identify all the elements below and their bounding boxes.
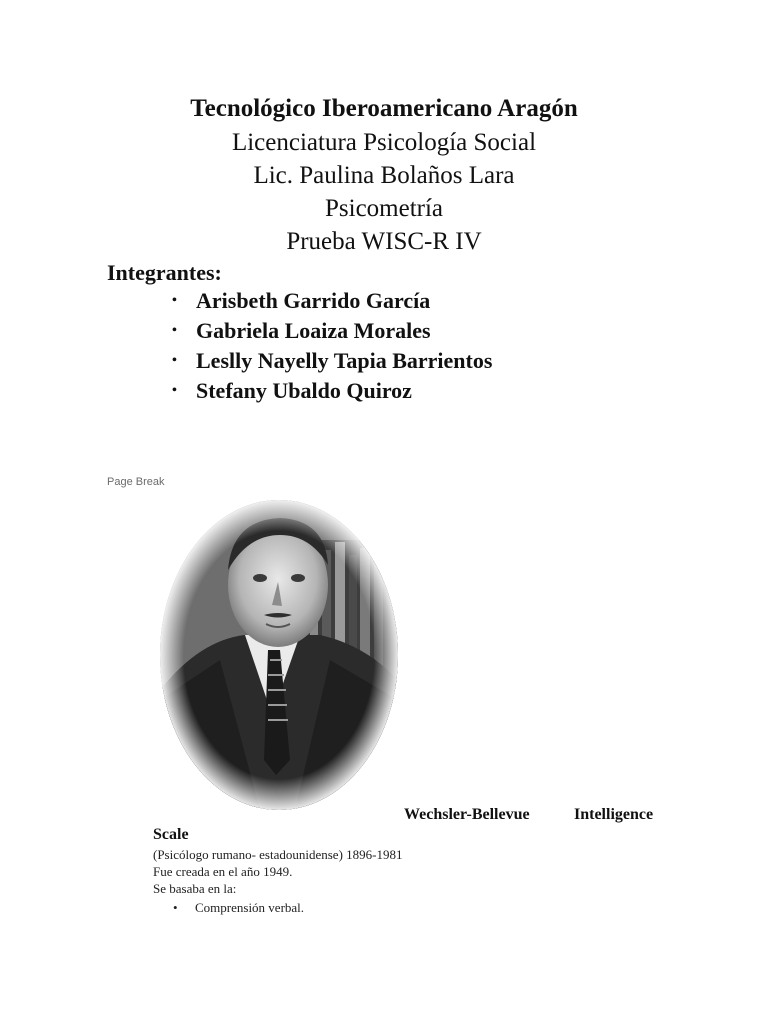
list-item (172, 316, 492, 346)
topic-name: Prueba WISC-R IV (286, 228, 482, 255)
members-label: Integrantes: (107, 260, 222, 285)
portrait-photo (160, 500, 398, 810)
member-name: Stefany Ubaldo Quiroz (196, 378, 412, 403)
basis-line: Se basaba en la: (153, 881, 237, 896)
member-name: Arisbeth Garrido García (196, 288, 431, 313)
bullet-icon: • (172, 353, 177, 368)
scale-word-scale: Scale (153, 826, 189, 843)
creation-line: Fue creada en el año 1949. (153, 864, 293, 879)
bullet-icon: • (173, 900, 178, 915)
page-break-marker: Page Break (107, 476, 165, 488)
program-name: Licenciatura Psicología Social (231, 129, 537, 156)
bullet-icon: • (172, 293, 177, 308)
bullet-icon: • (172, 383, 177, 398)
member-name: Gabriela Loaiza Morales (196, 318, 431, 343)
list-item (172, 286, 492, 316)
institution-name: Tecnológico Iberoamericano Aragón (190, 95, 578, 122)
bullet-icon: • (172, 323, 177, 338)
list-item (172, 376, 492, 406)
subject-name: Psicometría (324, 195, 444, 222)
members-list (172, 286, 492, 406)
list-item (172, 346, 492, 376)
scale-word-intelligence: Intelligence (574, 806, 654, 823)
scale-word-wechsler: Wechsler-Bellevue (404, 806, 530, 823)
portrait-illustration (160, 500, 398, 810)
title-block (0, 92, 768, 258)
basis-item: Comprensión verbal. (195, 900, 305, 915)
member-name: Leslly Nayelly Tapia Barrientos (196, 348, 493, 373)
teacher-name: Lic. Paulina Bolaños Lara (253, 162, 515, 189)
bio-line: (Psicólogo rumano- estadounidense) 1896-1981 (153, 847, 403, 862)
list-item (173, 899, 304, 916)
